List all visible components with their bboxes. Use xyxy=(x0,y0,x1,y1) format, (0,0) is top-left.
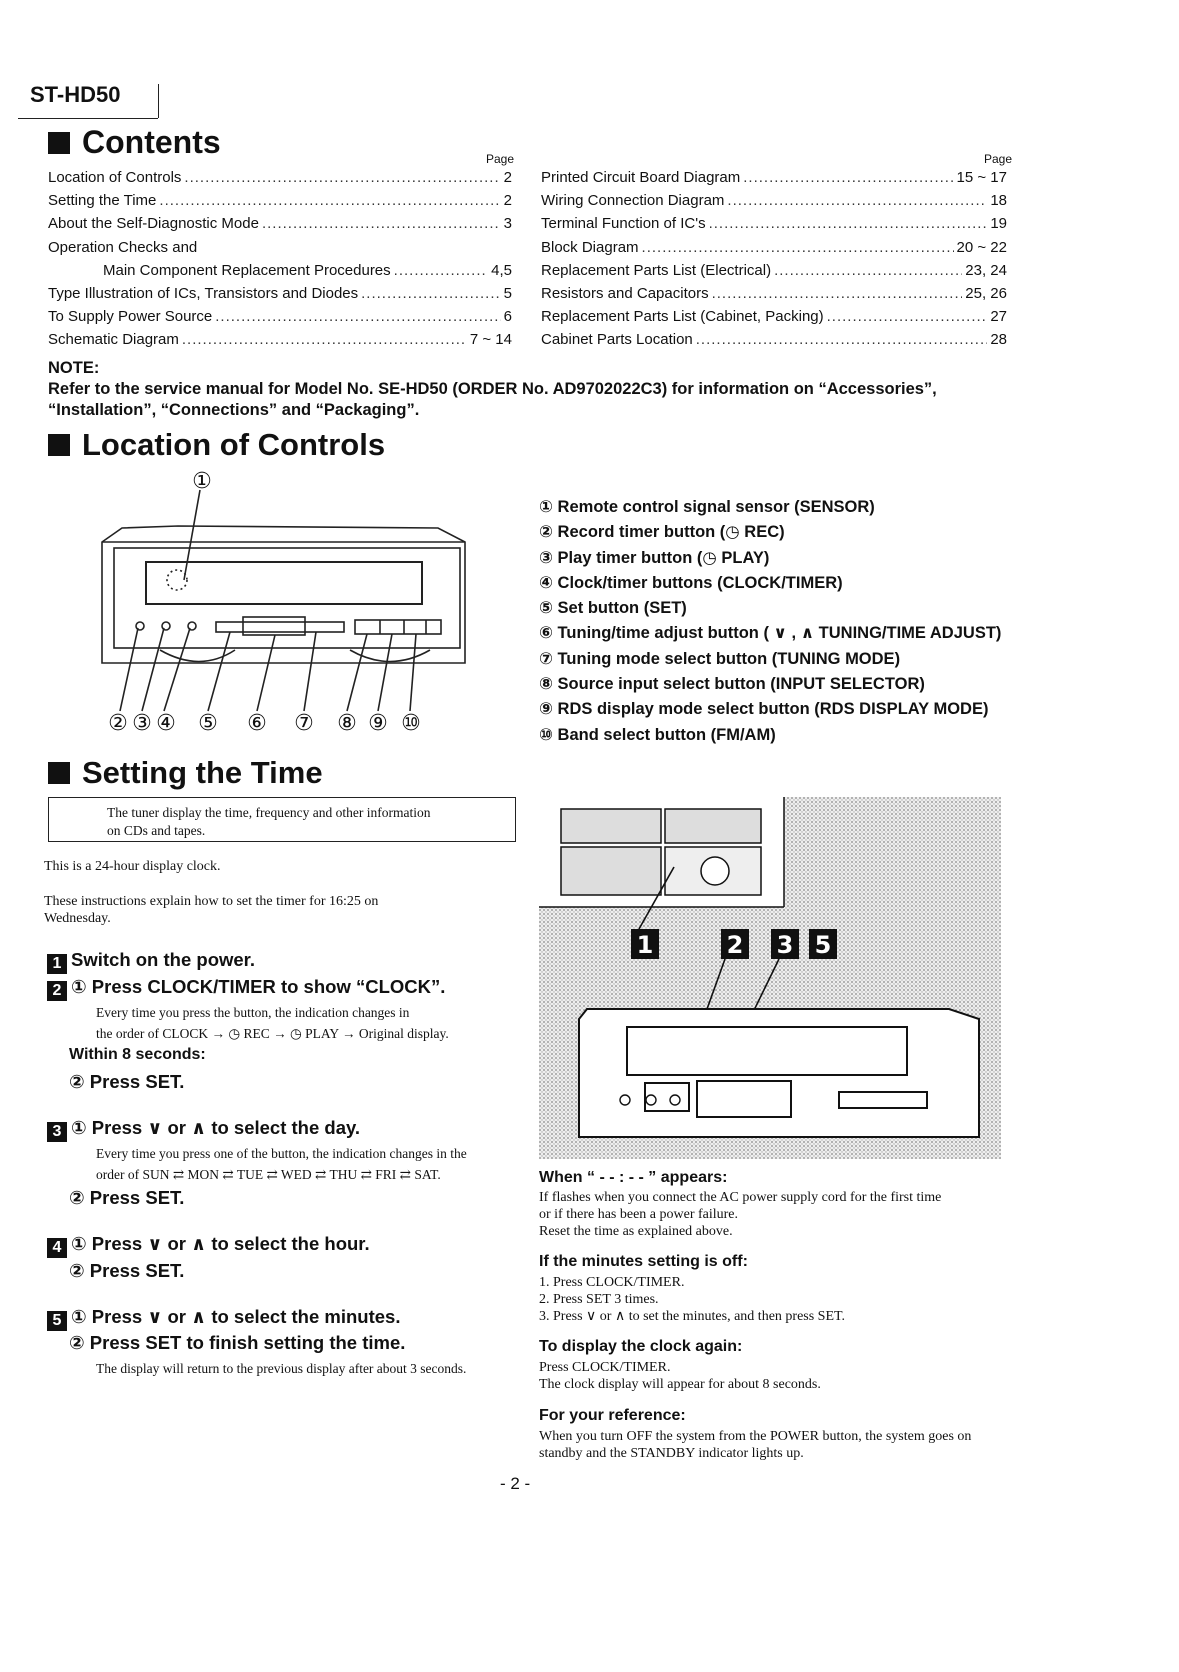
legend-item: ② Record timer button (◷ REC) xyxy=(539,523,785,542)
toc-entry[interactable]: Wiring Connection Diagram ..... 18 xyxy=(541,192,1007,215)
contents-right-column xyxy=(541,169,1007,355)
figure-label-2: 2 xyxy=(726,931,744,959)
right-button-group xyxy=(355,620,441,634)
step-4-a: 4 ① Press ∨ or ∧ to select the hour. xyxy=(47,1233,370,1258)
note-line2: “Installation”, “Connections” and “Packaging”. xyxy=(48,401,420,419)
component-cd-player xyxy=(665,809,761,843)
step-4-b: ② Press SET. xyxy=(69,1260,185,1281)
callout-7: ⑦ xyxy=(294,711,314,736)
intro-instructions: These instructions explain how to set the timer for 16:25 on Wednesday. xyxy=(44,894,379,926)
step-2-within: Within 8 seconds: xyxy=(69,1046,206,1063)
tuner-unit-display xyxy=(627,1027,907,1075)
toc-entry[interactable]: About the Self-Diagnostic Mode ..... 3 xyxy=(48,215,512,238)
tuner-body-outline xyxy=(102,526,465,663)
callout-4: ④ xyxy=(156,711,176,736)
heading-square-icon xyxy=(48,434,70,456)
display-again-title: To display the clock again: xyxy=(539,1338,743,1355)
when-appears-title: When “ - - : - - ” appears: xyxy=(539,1169,728,1186)
toc-entry[interactable]: To Supply Power Source ..... 6 xyxy=(48,308,512,331)
step-3-a: 3 ① Press ∨ or ∧ to select the day. xyxy=(47,1117,360,1142)
heading-square-icon xyxy=(48,762,70,784)
intro-24hour: This is a 24-hour display clock. xyxy=(44,859,221,874)
legend-item: ⑧ Source input select button (INPUT SELECTOR) xyxy=(539,675,925,694)
when-appears-body: If flashes when you connect the AC power supply cord for the first time or if there has been a power failure. Reset the time as explained above. xyxy=(539,1190,942,1239)
step-5-a: 5 ① Press ∨ or ∧ to select the minutes. xyxy=(47,1306,400,1331)
header-tick xyxy=(158,84,159,118)
toc-entry[interactable]: Replacement Parts List (Cabinet, Packing) ..... 27 xyxy=(541,308,1007,331)
model-number: ST-HD50 xyxy=(30,82,121,107)
contents-heading: Contents xyxy=(48,124,221,161)
tuner-right-buttons xyxy=(839,1092,927,1108)
callout-1: ① xyxy=(192,469,212,494)
step-2-note: Every time you press the button, the indication changes in the order of CLOCK → ◷ REC → ◷ PLAY → Original display. xyxy=(96,1005,449,1041)
callout-9: ⑨ xyxy=(368,711,388,736)
location-heading: Location of Controls xyxy=(48,427,385,463)
step-number-badge: 2 xyxy=(47,981,67,1001)
leader-line-1 xyxy=(184,490,200,580)
note-line1: Refer to the service manual for Model No. SE-HD50 (ORDER No. AD9702022C3) for information on “Accessories”, xyxy=(48,380,937,398)
toc-entry[interactable]: Cabinet Parts Location ..... 28 xyxy=(541,331,1007,354)
figure-label-3: 3 xyxy=(776,931,794,959)
step-number-badge: 3 xyxy=(47,1122,67,1142)
step-3-b: ② Press SET. xyxy=(69,1187,185,1208)
header-rule xyxy=(18,118,158,119)
step-5-b: ② Press SET to finish setting the time. xyxy=(69,1332,406,1353)
display-again-body: Press CLOCK/TIMER. The clock display will appear for about 8 seconds. xyxy=(539,1360,821,1392)
legend-item: ③ Play timer button (◷ PLAY) xyxy=(539,548,770,567)
callout-8: ⑧ xyxy=(337,711,357,736)
legend-item: ⑤ Set button (SET) xyxy=(539,599,687,618)
tuner-front-panel-diagram xyxy=(90,468,490,758)
figure-label-1: 1 xyxy=(636,931,654,959)
minutes-off-body: 1. Press CLOCK/TIMER. 2. Press SET 3 times. 3. Press ∨ or ∧ to set the minutes, and then press SET. xyxy=(539,1275,846,1324)
minutes-off-title: If the minutes setting is off: xyxy=(539,1253,748,1270)
toc-entry[interactable]: Setting the Time ..... 2 xyxy=(48,192,512,215)
info-box: The tuner display the time, frequency and other information on CDs and tapes. xyxy=(48,797,516,842)
legend-item: ④ Clock/timer buttons (CLOCK/TIMER) xyxy=(539,573,843,592)
callout-6: ⑥ xyxy=(247,711,267,736)
component-tape-deck xyxy=(561,809,661,843)
callout-10: ⑩ xyxy=(401,711,421,736)
legend-item: ⑥ Tuning/time adjust button ( ∨ , ∧ TUNING/TIME ADJUST) xyxy=(539,624,1002,643)
reference-body: When you turn OFF the system from the POWER button, the system goes on standby and the STANDBY indicator lights up. xyxy=(539,1429,972,1461)
set-tuning-button-highlight xyxy=(697,1081,791,1117)
step-2-a: 2 ① Press CLOCK/TIMER to show “CLOCK”. xyxy=(47,976,445,1001)
legend-item: ⑩ Band select button (FM/AM) xyxy=(539,725,776,744)
callout-3: ③ xyxy=(132,711,152,736)
toc-entry[interactable]: Printed Circuit Board Diagram ..... 15 ~ 17 xyxy=(541,169,1007,192)
stereo-system-photo xyxy=(539,797,1001,1159)
tuning-buttons-strip xyxy=(216,622,344,632)
toc-entry[interactable]: Main Component Replacement Procedures ..... 4,5 xyxy=(48,262,512,285)
contents-page-label-left: Page xyxy=(486,152,515,166)
toc-entry: Operation Checks and xyxy=(48,238,198,256)
note-label: NOTE: xyxy=(48,359,100,377)
toc-entry[interactable]: Type Illustration of ICs, Transistors and Diodes ..... 5 xyxy=(48,285,512,308)
legend-item: ⑨ RDS display mode select button (RDS DISPLAY MODE) xyxy=(539,700,989,719)
display-window xyxy=(146,562,422,604)
callout-2: ② xyxy=(108,711,128,736)
step-5-note: The display will return to the previous display after about 3 seconds. xyxy=(96,1361,467,1376)
step-1: 1 Switch on the power. xyxy=(47,949,255,974)
heading-square-icon xyxy=(48,132,70,154)
contents-left-column xyxy=(48,169,512,355)
toc-entry[interactable]: Location of Controls ..... 2 xyxy=(48,169,512,192)
legend-item: ① Remote control signal sensor (SENSOR) xyxy=(539,498,875,516)
figure-label-5: 5 xyxy=(814,931,832,959)
step-3-note: Every time you press one of the button, the indication changes in the order of SUN ⇄ MON ⇄ TUE ⇄ WED ⇄ THU ⇄ FRI ⇄ SAT. xyxy=(96,1146,467,1182)
step-number-badge: 1 xyxy=(47,954,67,974)
step-2-b: ② Press SET. xyxy=(69,1071,185,1092)
contents-page-label-right: Page xyxy=(984,152,1013,166)
reference-title: For your reference: xyxy=(539,1407,686,1424)
note-block xyxy=(48,358,1048,421)
toc-entry[interactable]: Resistors and Capacitors ..... 25, 26 xyxy=(541,285,1007,308)
legend-item: ⑦ Tuning mode select button (TUNING MODE) xyxy=(539,649,901,668)
step-number-badge: 5 xyxy=(47,1311,67,1331)
callout-5: ⑤ xyxy=(198,711,218,736)
toc-entry[interactable]: Block Diagram ..... 20 ~ 22 xyxy=(541,239,1007,262)
page-number: - 2 - xyxy=(500,1474,531,1493)
component-tape-deck-2 xyxy=(561,847,661,895)
step-number-badge: 4 xyxy=(47,1238,67,1258)
controls-legend xyxy=(539,497,1001,750)
toc-entry[interactable]: Replacement Parts List (Electrical) ..... 23, 24 xyxy=(541,262,1007,285)
setting-heading: Setting the Time xyxy=(48,755,323,791)
toc-entry[interactable]: Terminal Function of IC's ..... 19 xyxy=(541,215,1007,238)
volume-knob xyxy=(701,857,729,885)
toc-entry[interactable]: Schematic Diagram ..... 7 ~ 14 xyxy=(48,331,512,354)
clock-timer-button-highlight xyxy=(645,1083,689,1111)
